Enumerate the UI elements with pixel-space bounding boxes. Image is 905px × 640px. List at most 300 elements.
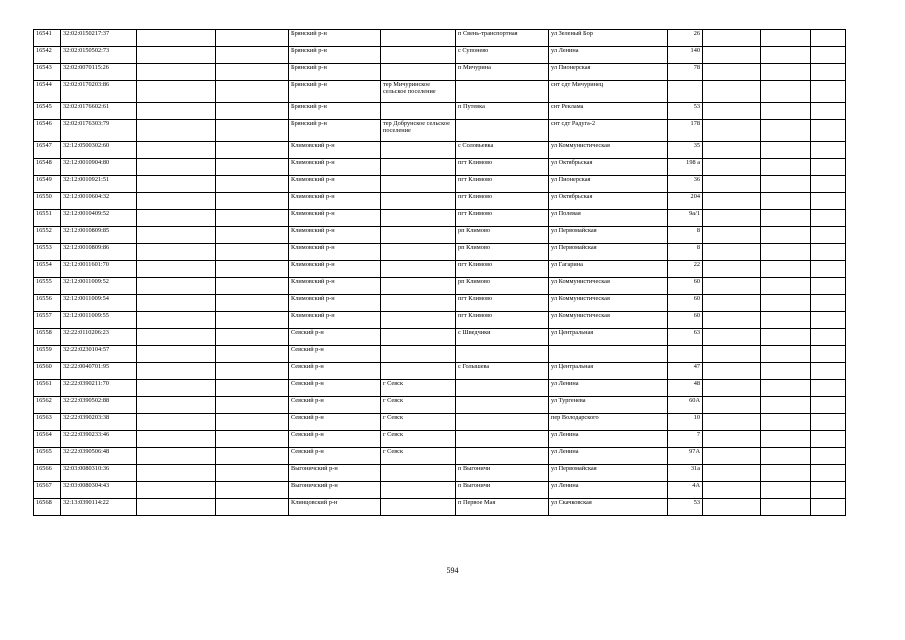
cell-territory: г Севск [381, 431, 456, 448]
cell-district: Климовский р-н [289, 244, 381, 261]
cell-settlement: пгт Климово [456, 176, 549, 193]
cell-col-10 [703, 431, 761, 448]
cell-district: Выгоничский р-н [289, 465, 381, 482]
cell-col-10 [703, 30, 761, 47]
cell-col-12 [811, 312, 846, 329]
cell-col-3 [137, 193, 216, 210]
cell-col-10 [703, 397, 761, 414]
cell-settlement: п Мичурина [456, 64, 549, 81]
cell-col-10 [703, 210, 761, 227]
cell-col-12 [811, 30, 846, 47]
cell-house-number: 204 [668, 193, 703, 210]
cell-district: Клинцовский р-н [289, 499, 381, 516]
cell-district: Севский р-н [289, 414, 381, 431]
cell-col-3 [137, 448, 216, 465]
table-row [34, 261, 846, 278]
cell-col-4 [216, 312, 289, 329]
cell-street: ул Скачковская [549, 499, 668, 516]
cell-street [549, 346, 668, 363]
cell-col-10 [703, 499, 761, 516]
cell-row-number: 16554 [34, 261, 61, 278]
cell-col-4 [216, 329, 289, 346]
cell-col-4 [216, 499, 289, 516]
cell-row-number: 16568 [34, 499, 61, 516]
cell-settlement [456, 414, 549, 431]
cell-col-10 [703, 448, 761, 465]
cell-cadastral-number: 32:13:0390114:22 [61, 499, 137, 516]
cell-col-12 [811, 81, 846, 103]
cell-street: ул Коммунистическая [549, 278, 668, 295]
cell-col-4 [216, 120, 289, 142]
table-row [34, 329, 846, 346]
cell-district: Климовский р-н [289, 210, 381, 227]
cell-col-11 [761, 227, 811, 244]
cell-col-11 [761, 210, 811, 227]
cell-col-4 [216, 142, 289, 159]
cell-col-11 [761, 499, 811, 516]
cell-row-number: 16549 [34, 176, 61, 193]
cell-district: Климовский р-н [289, 176, 381, 193]
cell-cadastral-number: 32:12:0010809:86 [61, 244, 137, 261]
table-row [34, 193, 846, 210]
cell-territory [381, 312, 456, 329]
cell-col-11 [761, 431, 811, 448]
table-row [34, 363, 846, 380]
cell-street: ул Октябрьская [549, 193, 668, 210]
cell-col-10 [703, 81, 761, 103]
cell-row-number: 16551 [34, 210, 61, 227]
cell-district: Брянский р-н [289, 30, 381, 47]
cell-territory [381, 295, 456, 312]
cell-settlement: рп Климово [456, 278, 549, 295]
cell-col-3 [137, 278, 216, 295]
cell-row-number: 16541 [34, 30, 61, 47]
cell-district: Севский р-н [289, 380, 381, 397]
cell-district: Климовский р-н [289, 261, 381, 278]
cell-street: ул Первомайская [549, 465, 668, 482]
table-row [34, 482, 846, 499]
cell-cadastral-number: 32:22:0390211:70 [61, 380, 137, 397]
cell-settlement: пгт Климово [456, 193, 549, 210]
cell-col-12 [811, 261, 846, 278]
cell-territory [381, 278, 456, 295]
cell-col-12 [811, 120, 846, 142]
table-row [34, 312, 846, 329]
cell-settlement: п Свень-транспортная [456, 30, 549, 47]
table-row [34, 176, 846, 193]
cell-row-number: 16543 [34, 64, 61, 81]
cell-house-number: 47 [668, 363, 703, 380]
cell-col-4 [216, 448, 289, 465]
cell-district: Выгоничский р-н [289, 482, 381, 499]
cell-col-3 [137, 482, 216, 499]
cell-col-4 [216, 431, 289, 448]
cell-district: Климовский р-н [289, 227, 381, 244]
cell-settlement: с Соловьевка [456, 142, 549, 159]
cell-street: ул Коммунистическая [549, 312, 668, 329]
cell-street: ул Центральная [549, 363, 668, 380]
cell-col-12 [811, 47, 846, 64]
table-row [34, 210, 846, 227]
cell-col-12 [811, 431, 846, 448]
cell-street: ул Тургенева [549, 397, 668, 414]
cell-col-12 [811, 176, 846, 193]
table-row [34, 465, 846, 482]
cell-col-10 [703, 346, 761, 363]
cell-col-10 [703, 380, 761, 397]
cell-row-number: 16563 [34, 414, 61, 431]
cell-col-10 [703, 120, 761, 142]
cell-settlement: пгт Климово [456, 295, 549, 312]
cell-col-4 [216, 47, 289, 64]
table-row [34, 346, 846, 363]
cell-settlement: с Супонево [456, 47, 549, 64]
cell-territory [381, 193, 456, 210]
cell-col-10 [703, 295, 761, 312]
cell-col-12 [811, 380, 846, 397]
cell-col-4 [216, 81, 289, 103]
cell-territory [381, 227, 456, 244]
cell-cadastral-number: 32:22:0390233:46 [61, 431, 137, 448]
cell-col-11 [761, 312, 811, 329]
cell-col-3 [137, 176, 216, 193]
cell-col-12 [811, 465, 846, 482]
cell-cadastral-number: 32:12:0010409:52 [61, 210, 137, 227]
cell-house-number [668, 81, 703, 103]
cell-house-number: 198 а [668, 159, 703, 176]
cell-settlement [456, 431, 549, 448]
cell-district: Климовский р-н [289, 142, 381, 159]
cell-col-3 [137, 329, 216, 346]
cell-house-number: 8 [668, 244, 703, 261]
cell-district: Брянский р-н [289, 47, 381, 64]
cell-col-11 [761, 380, 811, 397]
cell-territory [381, 346, 456, 363]
cell-col-3 [137, 210, 216, 227]
cell-col-3 [137, 346, 216, 363]
cell-col-11 [761, 142, 811, 159]
cell-col-4 [216, 210, 289, 227]
cell-house-number: 4А [668, 482, 703, 499]
cell-row-number: 16562 [34, 397, 61, 414]
cell-territory [381, 261, 456, 278]
table-row [34, 244, 846, 261]
cell-house-number: 26 [668, 30, 703, 47]
cell-territory [381, 30, 456, 47]
cell-cadastral-number: 32:22:0390506:48 [61, 448, 137, 465]
cell-col-3 [137, 295, 216, 312]
cell-house-number: 97А [668, 448, 703, 465]
cell-territory: тер Добрунское сельское поселение [381, 120, 456, 142]
cell-col-4 [216, 30, 289, 47]
cell-col-11 [761, 159, 811, 176]
cell-col-12 [811, 414, 846, 431]
cell-district: Климовский р-н [289, 295, 381, 312]
cell-row-number: 16548 [34, 159, 61, 176]
cell-cadastral-number: 32:22:0390203:38 [61, 414, 137, 431]
cell-street: ул Первомайская [549, 227, 668, 244]
cell-col-11 [761, 244, 811, 261]
cell-house-number: 48 [668, 380, 703, 397]
cell-col-4 [216, 193, 289, 210]
cell-settlement: п Путевка [456, 103, 549, 120]
cell-street: ул Ленина [549, 482, 668, 499]
cell-cadastral-number: 32:02:0150217:37 [61, 30, 137, 47]
cell-territory [381, 329, 456, 346]
cell-col-12 [811, 346, 846, 363]
cell-settlement [456, 81, 549, 103]
cell-cadastral-number: 32:12:0010604:32 [61, 193, 137, 210]
cell-col-11 [761, 295, 811, 312]
cell-col-12 [811, 295, 846, 312]
cell-col-3 [137, 499, 216, 516]
cell-col-12 [811, 448, 846, 465]
cell-street: ул Центральная [549, 329, 668, 346]
cell-street: ул Ленина [549, 448, 668, 465]
cell-territory [381, 64, 456, 81]
cell-district: Климовский р-н [289, 159, 381, 176]
table-row [34, 295, 846, 312]
cell-house-number: 36 [668, 176, 703, 193]
cell-street: ул Полевая [549, 210, 668, 227]
cell-house-number: 9а/1 [668, 210, 703, 227]
cell-col-3 [137, 159, 216, 176]
table-row [34, 397, 846, 414]
cell-territory [381, 244, 456, 261]
table-row [34, 81, 846, 103]
cell-settlement: п Первое Мая [456, 499, 549, 516]
cell-territory [381, 363, 456, 380]
cell-col-10 [703, 414, 761, 431]
cell-territory: г Севск [381, 448, 456, 465]
cell-cadastral-number: 32:12:0011009:52 [61, 278, 137, 295]
cell-district: Климовский р-н [289, 278, 381, 295]
cell-col-12 [811, 397, 846, 414]
cell-col-10 [703, 312, 761, 329]
cell-col-10 [703, 329, 761, 346]
cell-col-4 [216, 295, 289, 312]
cell-settlement [456, 380, 549, 397]
cell-col-4 [216, 414, 289, 431]
cell-house-number: 178 [668, 120, 703, 142]
cell-col-11 [761, 64, 811, 81]
cell-territory [381, 482, 456, 499]
cell-territory [381, 176, 456, 193]
cell-col-4 [216, 363, 289, 380]
cell-house-number: 10 [668, 414, 703, 431]
cell-row-number: 16550 [34, 193, 61, 210]
table-row [34, 120, 846, 142]
cell-col-11 [761, 465, 811, 482]
cell-territory [381, 465, 456, 482]
cell-col-10 [703, 159, 761, 176]
cell-house-number: 78 [668, 64, 703, 81]
cell-cadastral-number: 32:12:0011601:70 [61, 261, 137, 278]
cell-col-11 [761, 81, 811, 103]
table-row [34, 47, 846, 64]
cell-col-3 [137, 81, 216, 103]
cell-house-number: 35 [668, 142, 703, 159]
cell-row-number: 16553 [34, 244, 61, 261]
cell-street: снт Реклама [549, 103, 668, 120]
cell-row-number: 16556 [34, 295, 61, 312]
table-row [34, 30, 846, 47]
cell-settlement: с Голышева [456, 363, 549, 380]
cell-col-3 [137, 142, 216, 159]
cell-col-4 [216, 227, 289, 244]
cell-col-10 [703, 193, 761, 210]
cell-col-3 [137, 312, 216, 329]
cell-col-10 [703, 64, 761, 81]
cell-row-number: 16557 [34, 312, 61, 329]
cell-col-4 [216, 261, 289, 278]
cell-cadastral-number: 32:22:0040701:95 [61, 363, 137, 380]
cell-col-12 [811, 227, 846, 244]
cell-district: Севский р-н [289, 363, 381, 380]
cell-street: ул Пионерская [549, 176, 668, 193]
cell-street: ул Ленина [549, 431, 668, 448]
cell-house-number: 7 [668, 431, 703, 448]
cell-col-12 [811, 103, 846, 120]
cell-street: ул Коммунистическая [549, 142, 668, 159]
cell-col-10 [703, 261, 761, 278]
cell-col-4 [216, 64, 289, 81]
table-row [34, 431, 846, 448]
cell-col-11 [761, 176, 811, 193]
cell-col-4 [216, 465, 289, 482]
cell-district: Севский р-н [289, 448, 381, 465]
table-row [34, 103, 846, 120]
cell-cadastral-number: 32:22:0230104:57 [61, 346, 137, 363]
cell-house-number: 140 [668, 47, 703, 64]
cell-cadastral-number: 32:12:0010904:80 [61, 159, 137, 176]
cell-col-12 [811, 159, 846, 176]
cell-cadastral-number: 32:02:0150502:73 [61, 47, 137, 64]
cell-col-3 [137, 465, 216, 482]
cell-col-3 [137, 30, 216, 47]
cell-col-3 [137, 64, 216, 81]
cell-district: Севский р-н [289, 346, 381, 363]
cell-territory [381, 47, 456, 64]
table-row [34, 414, 846, 431]
cell-col-3 [137, 261, 216, 278]
cell-house-number: 60 [668, 312, 703, 329]
cell-col-11 [761, 363, 811, 380]
table-row [34, 380, 846, 397]
cell-col-12 [811, 329, 846, 346]
cell-row-number: 16566 [34, 465, 61, 482]
cell-street: ул Зеленый Бор [549, 30, 668, 47]
cell-settlement [456, 448, 549, 465]
cell-street: ул Коммунистическая [549, 295, 668, 312]
cell-cadastral-number: 32:03:0080310:36 [61, 465, 137, 482]
cell-house-number: 31а [668, 465, 703, 482]
cell-row-number: 16558 [34, 329, 61, 346]
cell-row-number: 16564 [34, 431, 61, 448]
cell-col-4 [216, 159, 289, 176]
cell-district: Климовский р-н [289, 193, 381, 210]
cell-row-number: 16545 [34, 103, 61, 120]
cell-col-10 [703, 244, 761, 261]
cell-col-3 [137, 397, 216, 414]
cell-settlement [456, 346, 549, 363]
cell-col-10 [703, 482, 761, 499]
cell-row-number: 16555 [34, 278, 61, 295]
cell-col-11 [761, 103, 811, 120]
cell-col-10 [703, 176, 761, 193]
cell-col-10 [703, 278, 761, 295]
cell-district: Климовский р-н [289, 312, 381, 329]
cell-col-4 [216, 397, 289, 414]
cell-col-11 [761, 482, 811, 499]
cell-col-11 [761, 120, 811, 142]
cell-col-11 [761, 261, 811, 278]
cell-col-10 [703, 47, 761, 64]
cell-street: ул Первомайская [549, 244, 668, 261]
cell-col-3 [137, 120, 216, 142]
cell-col-4 [216, 278, 289, 295]
cell-row-number: 16552 [34, 227, 61, 244]
cell-settlement: пгт Климово [456, 210, 549, 227]
cell-col-4 [216, 176, 289, 193]
cell-district: Брянский р-н [289, 103, 381, 120]
cell-cadastral-number: 32:22:0110206:23 [61, 329, 137, 346]
cell-col-12 [811, 363, 846, 380]
cell-col-4 [216, 346, 289, 363]
table-row [34, 499, 846, 516]
cell-territory: г Севск [381, 380, 456, 397]
cell-row-number: 16561 [34, 380, 61, 397]
cell-cadastral-number: 32:02:0170203:86 [61, 81, 137, 103]
cell-district: Брянский р-н [289, 64, 381, 81]
cell-territory: г Севск [381, 414, 456, 431]
cell-col-11 [761, 448, 811, 465]
cell-col-4 [216, 482, 289, 499]
table-row [34, 227, 846, 244]
table-row [34, 64, 846, 81]
cell-territory [381, 103, 456, 120]
cell-settlement [456, 120, 549, 142]
cell-cadastral-number: 32:12:0011009:54 [61, 295, 137, 312]
cell-col-4 [216, 244, 289, 261]
cell-house-number: 63 [668, 329, 703, 346]
cell-col-12 [811, 64, 846, 81]
cell-cadastral-number: 32:02:0070115:26 [61, 64, 137, 81]
cell-col-3 [137, 380, 216, 397]
cell-house-number: 60 [668, 278, 703, 295]
cell-col-4 [216, 103, 289, 120]
cell-col-12 [811, 142, 846, 159]
cell-settlement: рп Климово [456, 244, 549, 261]
table-row [34, 448, 846, 465]
cell-house-number: 22 [668, 261, 703, 278]
cell-settlement: с Шведчики [456, 329, 549, 346]
cell-row-number: 16567 [34, 482, 61, 499]
cell-settlement [456, 397, 549, 414]
registry-table [33, 29, 846, 516]
cell-col-3 [137, 414, 216, 431]
cell-col-4 [216, 380, 289, 397]
cell-cadastral-number: 32:12:0010921:51 [61, 176, 137, 193]
cell-col-12 [811, 244, 846, 261]
cell-territory: г Севск [381, 397, 456, 414]
cell-col-11 [761, 397, 811, 414]
cell-col-10 [703, 103, 761, 120]
cell-col-11 [761, 329, 811, 346]
cell-territory [381, 499, 456, 516]
cell-cadastral-number: 32:12:0011009:55 [61, 312, 137, 329]
cell-district: Брянский р-н [289, 120, 381, 142]
